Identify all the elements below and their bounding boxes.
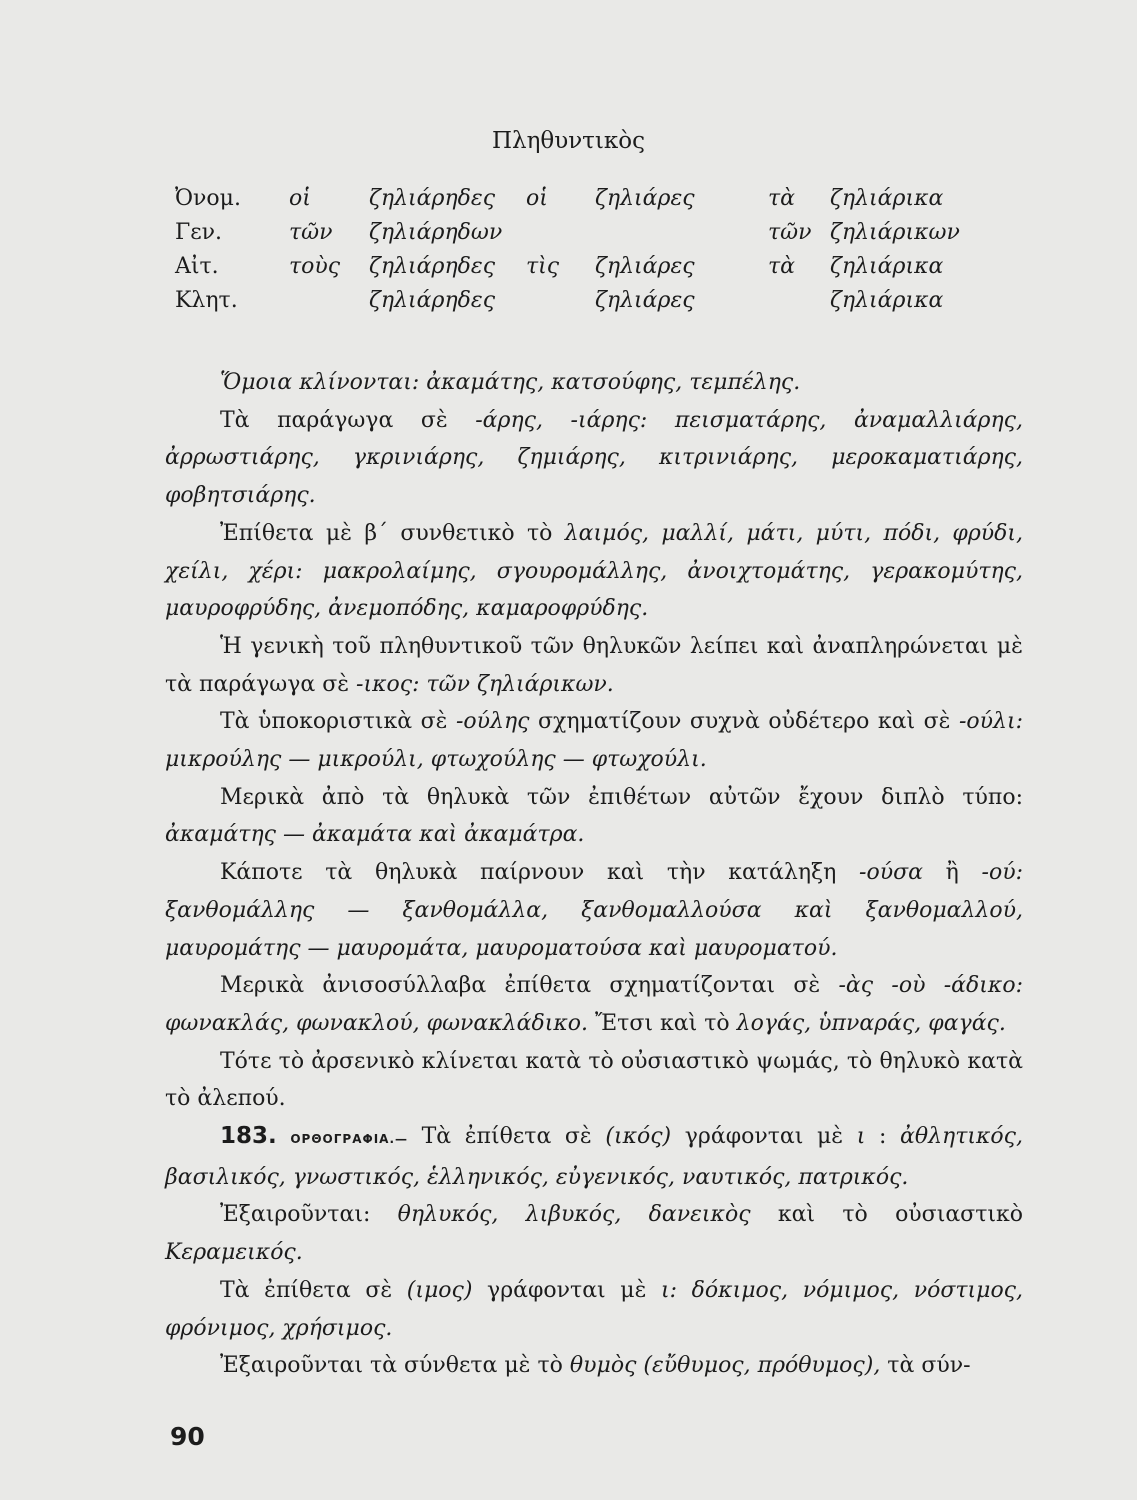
paragraph-feminine-endings: Κάποτε τὰ θηλυκὰ παίρνουν καὶ τὴν κατάληξη -ούσα ἢ -ού: ξανθομάλλης — ξανθομάλλα, ξανθομαλλούσα καὶ ξανθομαλλού, μαυρομάτης — μαυρομάτα, μαυροματούσα καὶ μαυροματού. <box>165 860 1023 961</box>
article: οἱ <box>526 186 548 211</box>
article: τοὺς <box>289 254 341 279</box>
paragraph-exceptions-imos: Ἐξαιροῦνται τὰ σύνθετα μὲ τὸ θυμὸς (εὔθυμος, πρόθυμος), τὰ σύν- <box>220 1353 971 1379</box>
paragraph-double-form: Μερικὰ ἀπὸ τὰ θηλυκὰ τῶν ἐπιθέτων αὐτῶν ἔχουν διπλὸ τύπο: ἀκαμάτης — ἀκαμάτα καὶ ἀκαμάτρα. <box>165 784 1023 848</box>
article: τὰ <box>768 254 796 279</box>
article: τῶν <box>289 220 333 245</box>
section-183: 183. ΟΡΘΟΓΡΑΦΙΑ.— Τὰ ἐπίθετα σὲ (ικός) γράφονται μὲ ι : ἀθλητικός, βασιλικός, γνωστικός, ἑλληνικός, εὐγενικός, ναυτικός, πατρικός. <box>165 1123 1023 1190</box>
paragraph-imparisyllabic: Μερικὰ ἀνισοσύλλαβα ἐπίθετα σχηματίζονται σὲ -ὰς -οὺ -άδικο: φωνακλάς, φωνακλού, φωνακλάδικο. Ἔτσι καὶ τὸ λογάς, ὑπναράς, φαγάς. <box>165 973 1023 1036</box>
word-feminine: ζηλιάρες <box>595 254 695 279</box>
word-neuter: ζηλιάρικα <box>830 186 944 211</box>
section-number: 183. <box>220 1123 277 1150</box>
table-row <box>165 220 1005 254</box>
paragraph-similar-declension: Ὅμοια κλίνονται: ἀκαμάτης, κατσούφης, τεμπέλης. <box>220 370 801 395</box>
table-row <box>165 254 1005 288</box>
article: οἱ <box>289 186 311 211</box>
table-row <box>165 186 1005 220</box>
article: τῶν <box>768 220 812 245</box>
case-label: Αἰτ. <box>175 254 219 279</box>
word-masculine: ζηλιάρηδες <box>369 254 496 279</box>
section-heading: ΟΡΘΟΓΡΑΦΙΑ.— <box>290 1132 408 1147</box>
declension-table <box>165 186 1005 322</box>
word-neuter: ζηλιάρικα <box>830 288 944 313</box>
word-neuter: ζηλιάρικα <box>830 254 944 279</box>
paragraph-genitive-plural: Ἡ γενικὴ τοῦ πληθυντικοῦ τῶν θηλυκῶν λείπει καὶ ἀναπληρώνεται μὲ τὰ παράγωγα σὲ -ικος: τῶν ζηλιάρικων. <box>165 633 1023 697</box>
page-number: 90 <box>170 1422 205 1451</box>
paragraph-declension-note: Τότε τὸ ἀρσενικὸ κλίνεται κατὰ τὸ οὐσιαστικὸ ψωμάς, τὸ θηλυκὸ κατὰ τὸ ἀλεπού. <box>165 1048 1023 1112</box>
table-row <box>165 288 1005 322</box>
word-masculine: ζηλιάρηδων <box>369 220 503 245</box>
paragraph-imos: Τὰ ἐπίθετα σὲ (ιμος) γράφονται μὲ ι: δόκιμος, νόμιμος, νόστιμος, φρόνιμος, χρήσιμος. <box>165 1277 1023 1341</box>
case-label: Ὀνομ. <box>175 186 241 211</box>
word-masculine: ζηλιάρηδες <box>369 288 496 313</box>
case-label: Γεν. <box>175 220 223 245</box>
page-title: Πληθυντικὸς <box>491 128 646 154</box>
paragraph-exceptions-ikos: Ἐξαιροῦνται: θηλυκός, λιβυκός, δανεικὸς καὶ τὸ οὐσιαστικὸ Κεραμεικός. <box>165 1202 1023 1266</box>
word-feminine: ζηλιάρες <box>595 186 695 211</box>
word-masculine: ζηλιάρηδες <box>369 186 496 211</box>
case-label: Κλητ. <box>175 288 238 313</box>
article: τὰ <box>768 186 796 211</box>
word-feminine: ζηλιάρες <box>595 288 695 313</box>
article: τὶς <box>526 254 560 279</box>
body-text <box>165 364 1023 1385</box>
word-neuter: ζηλιάρικων <box>830 220 960 245</box>
paragraph-derivatives: Τὰ παράγωγα σὲ -άρης, -ιάρης: πεισματάρης, ἀναμαλλιάρης, ἀρρωστιάρης, γκρινιάρης, ζημιάρης, κιτρινιάρης, μεροκαματιάρης, φοβητσιάρης. <box>165 407 1023 509</box>
paragraph-compounds: Ἐπίθετα μὲ β΄ συνθετικὸ τὸ λαιμός, μαλλί, μάτι, μύτι, πόδι, φρύδι, χείλι, χέρι: μακρολαίμης, σγουρομάλλης, ἀνοιχτομάτης, γερακομύτης, μαυροφρύδης, ἀνεμοπόδης, καμαροφρύδης. <box>165 520 1023 622</box>
paragraph-diminutives: Τὰ ὑποκοριστικὰ σὲ -ούλης σχηματίζουν συχνὰ οὐδέτερο καὶ σὲ -ούλι: μικρούλης — μικρούλι, φτωχούλης — φτωχούλι. <box>165 709 1023 773</box>
